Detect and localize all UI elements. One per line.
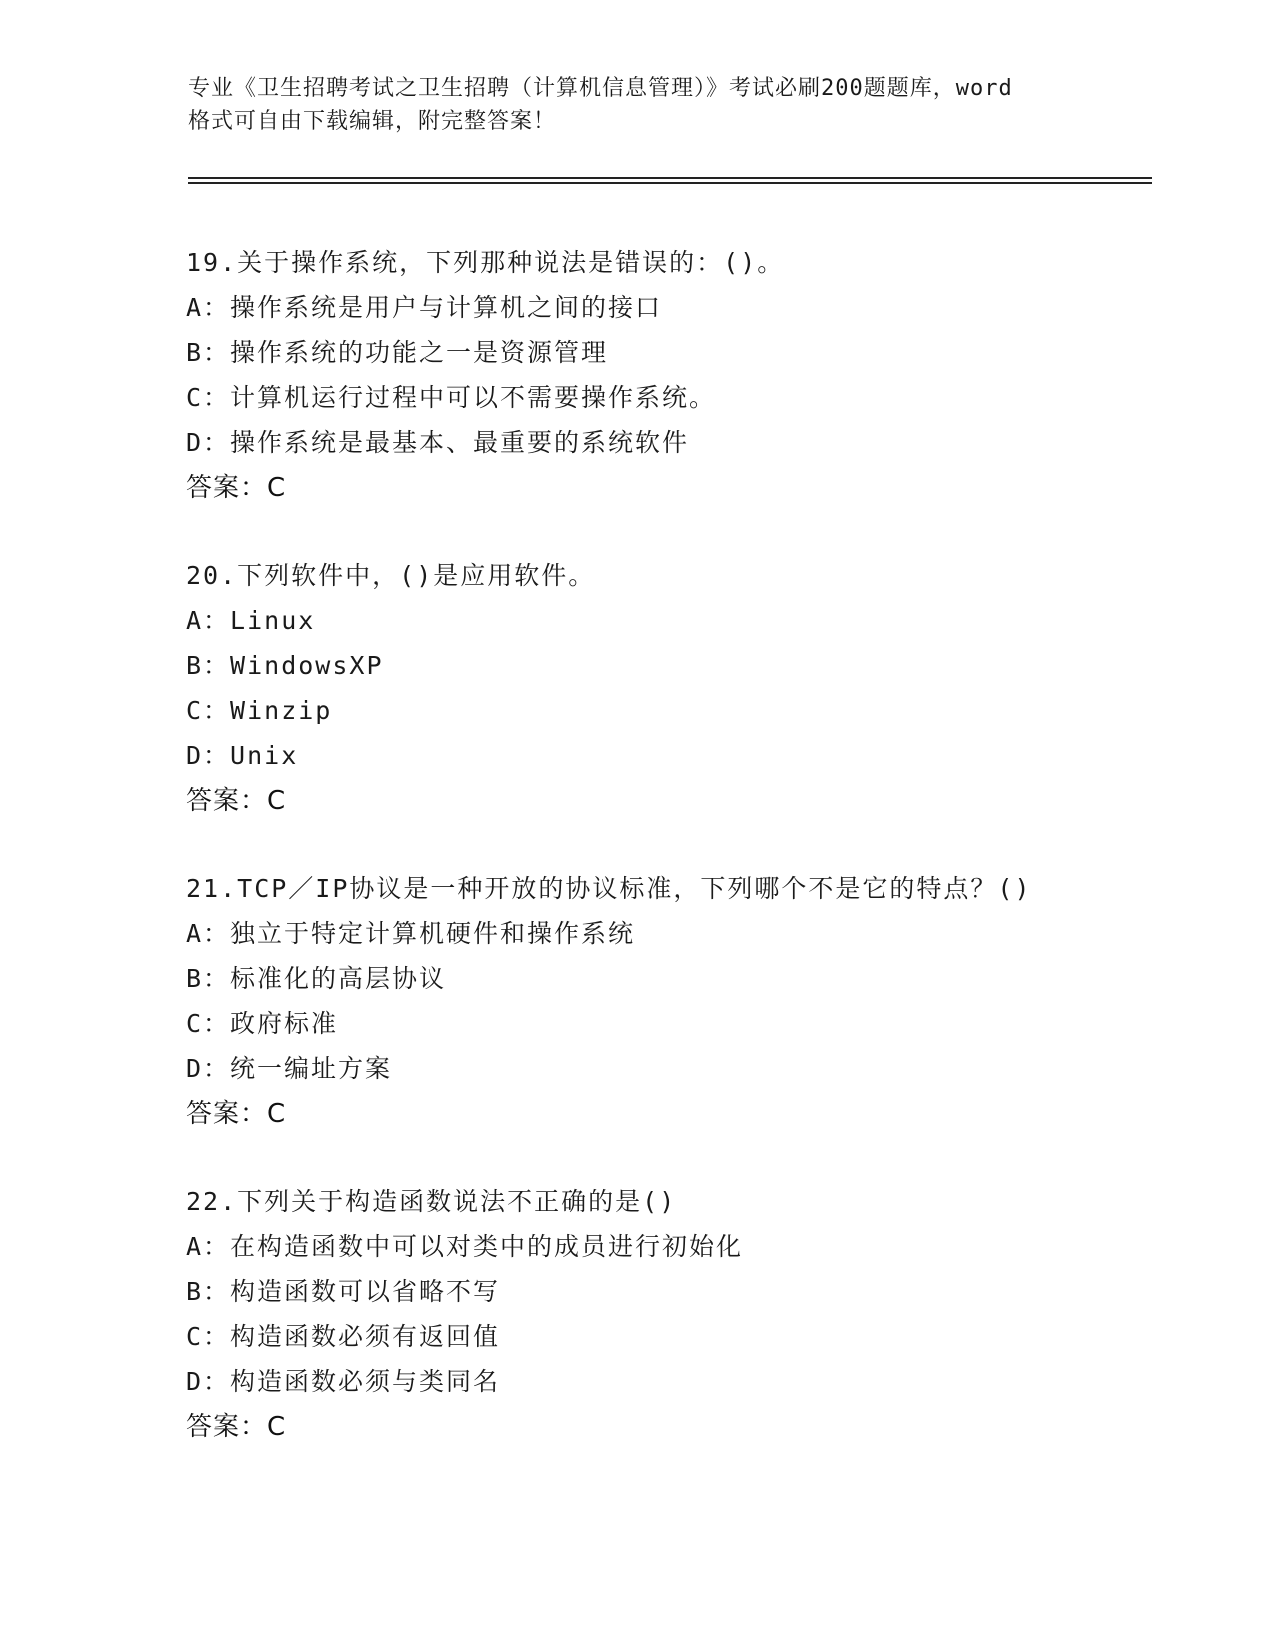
question-stem: 20.下列软件中，()是应用软件。 <box>186 561 596 590</box>
option-b: B：WindowsXP <box>186 651 384 680</box>
option-d: D：统一编址方案 <box>186 1054 393 1083</box>
answer-line: 答案：C <box>186 473 287 503</box>
question-list <box>186 240 1186 1492</box>
question-22 <box>186 1179 1186 1450</box>
header-divider-bottom <box>188 182 1152 184</box>
option-c: C：政府标准 <box>186 1009 339 1038</box>
answer-line: 答案：C <box>186 1099 287 1129</box>
option-c: C：计算机运行过程中可以不需要操作系统。 <box>186 383 717 412</box>
option-d: D：构造函数必须与类同名 <box>186 1367 501 1396</box>
question-19 <box>186 240 1186 511</box>
option-d: D：操作系统是最基本、最重要的系统软件 <box>186 428 690 457</box>
question-20 <box>186 553 1186 824</box>
header-line-1: 专业《卫生招聘考试之卫生招聘（计算机信息管理）》考试必刷200题题库，word <box>188 76 1013 101</box>
header-line-2: 格式可自由下载编辑，附完整答案！ <box>188 109 557 134</box>
option-a: A：操作系统是用户与计算机之间的接口 <box>186 293 663 322</box>
option-d: D：Unix <box>186 741 299 770</box>
option-b: B：标准化的高层协议 <box>186 964 447 993</box>
option-b: B：构造函数可以省略不写 <box>186 1277 501 1306</box>
option-b: B：操作系统的功能之一是资源管理 <box>186 338 609 367</box>
header-divider-top <box>188 177 1152 179</box>
answer-line: 答案：C <box>186 1412 287 1442</box>
answer-line: 答案：C <box>186 786 287 816</box>
option-a: A：Linux <box>186 606 316 635</box>
question-stem: 21.TCP／IP协议是一种开放的协议标准，下列哪个不是它的特点？() <box>186 874 1032 903</box>
option-a: A：在构造函数中可以对类中的成员进行初始化 <box>186 1232 744 1261</box>
document-header <box>188 72 1088 138</box>
question-stem: 19.关于操作系统，下列那种说法是错误的：()。 <box>186 248 785 277</box>
question-stem: 22.下列关于构造函数说法不正确的是() <box>186 1187 677 1216</box>
option-c: C：Winzip <box>186 696 333 725</box>
option-a: A：独立于特定计算机硬件和操作系统 <box>186 919 636 948</box>
question-21 <box>186 866 1186 1137</box>
option-c: C：构造函数必须有返回值 <box>186 1322 501 1351</box>
